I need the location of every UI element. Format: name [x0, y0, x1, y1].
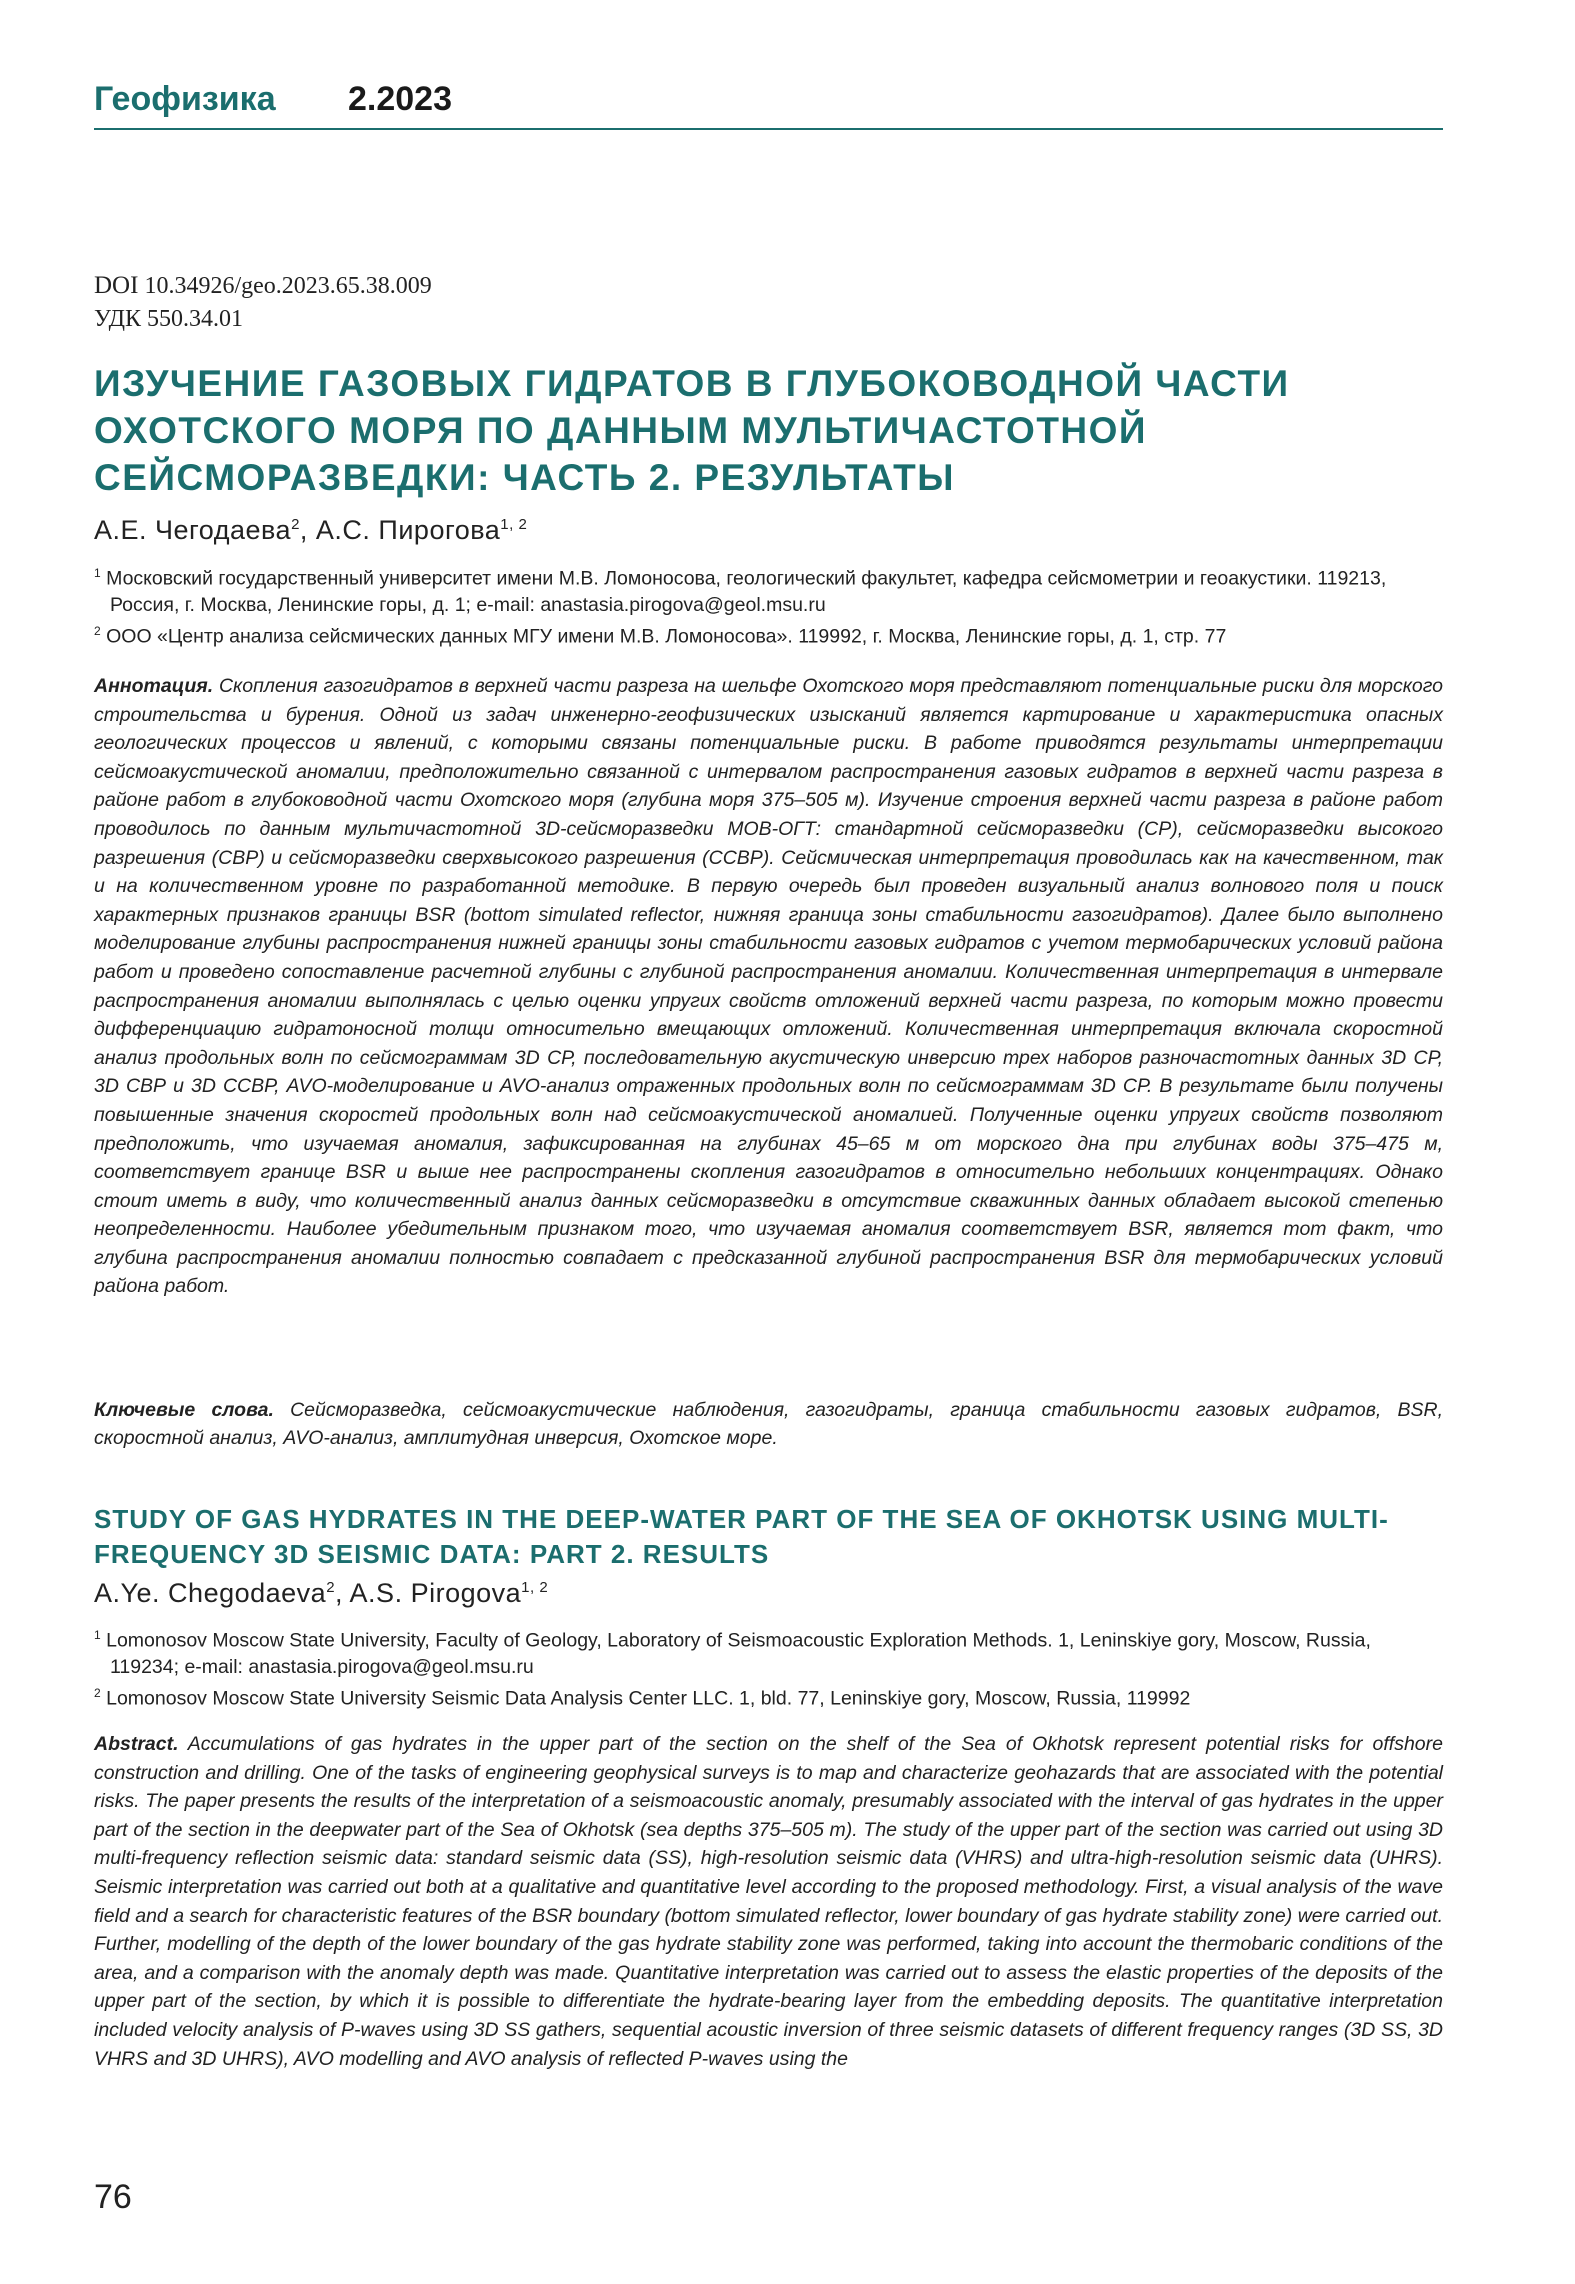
keywords-label: Ключевые слова. [94, 1399, 274, 1421]
author-name: A.S. Pirogova [349, 1578, 522, 1608]
journal-name: Геофизика [94, 80, 276, 118]
affiliation-item [94, 1622, 1444, 1680]
keywords-ru [94, 1396, 1443, 1452]
affiliation-text: Московский государственный университет имени М.В. Ломоносова, геологический факультет, кафедра сейсмометрии и геоакустики. 119213, Россия, г. Москва, Ленинские горы, д. 1; e-mail: anastasia.pirogova@geol.msu.ru [106, 567, 1387, 616]
affiliation-text: Lomonosov Moscow State University Seismic Data Analysis Center LLC. 1, bld. 77, Leninskiye gory, Moscow, Russia, 119992 [106, 1687, 1191, 1709]
doi-line [94, 272, 432, 300]
affiliation-item [94, 618, 1444, 650]
affiliation-text: Lomonosov Moscow State University, Faculty of Geology, Laboratory of Seismoacoustic Exploration Methods. 1, Leninskiye gory, Moscow, Russia, 119234; e-mail: anastasia.pirogova@geol.msu.ru [106, 1629, 1371, 1678]
affiliation-number: 2 [94, 623, 101, 638]
abstract-ru [94, 672, 1443, 1301]
affiliation-item [94, 1680, 1444, 1712]
affiliation-number: 1 [94, 566, 101, 580]
abstract-label: Abstract. [94, 1733, 179, 1755]
author-affiliation-mark: 2 [326, 1579, 336, 1596]
doi-label: DOI [94, 272, 139, 299]
author-affiliation-mark: 2 [291, 516, 300, 533]
affiliation-text: ООО «Центр анализа сейсмических данных МГУ имени М.В. Ломоносова». 119992, г. Москва, Ленинские горы, д. 1, стр. 77 [106, 625, 1227, 647]
page-number: 76 [94, 2178, 132, 2216]
article-title-ru: ИЗУЧЕНИЕ ГАЗОВЫХ ГИДРАТОВ В ГЛУБОКОВОДНОЙ ЧАСТИ ОХОТСКОГО МОРЯ ПО ДАННЫМ МУЛЬТИЧАСТОТНОЙ СЕЙСМОРАЗВЕДКИ: ЧАСТЬ 2. РЕЗУЛЬТАТЫ [94, 363, 1290, 498]
abstract-text: Accumulations of gas hydrates in the upper part of the section on the shelf of the Sea of Okhotsk represent potential risks for offshore construction and drilling. One of the tasks of engineering geophysical surveys is to map and characterize geohazards that are associated with the potential risks. The paper presents the results of the interpretation of a seismoacoustic anomaly, presumably associated with the interval of gas hydrates in the upper part of the section in the deepwater part of the Sea of Okhotsk (sea depths 375–505 m). The study of the upper part of the section was carried out using 3D multi-frequency reflection seismic data: standard seismic data (SS), high-resolution seismic data (VHRS) and ultra-high-resolution seismic data (UHRS). Seismic interpretation was carried out both at a qualitative and quantitative level according to the proposed methodology. First, a visual analysis of the wave field and a search for characteristic features of the BSR boundary (bottom simulated reflector, lower boundary of gas hydrate stability zone) were carried out. Further, modelling of the depth of the lower boundary of the gas hydrate stability zone was performed, taking into account the thermobaric conditions of the area, and a comparison with the anomaly depth was made. Quantitative interpretation was carried out to assess the elastic properties of the deposits of the upper part of the section, by which it is possible to differentiate the hydrate-bearing layer from the embedding deposits. The quantitative interpretation included velocity analysis of P-waves using 3D SS gathers, sequential acoustic inversion of three seismic datasets of different frequency ranges (3D SS, 3D VHRS and 3D UHRS), AVO modelling and AVO analysis of reflected P-waves using the [94, 1733, 1443, 2070]
author-affiliation-mark: 1, 2 [500, 516, 528, 533]
author-name: А.С. Пирогова [315, 515, 501, 545]
abstract-label: Аннотация. [94, 675, 214, 697]
abstract-en [94, 1730, 1443, 2073]
abstract-text: Скопления газогидратов в верхней части разреза на шельфе Охотского моря представляют потенциальные риски для морского строительства и бурения. Одной из задач инженерно-геофизических изысканий является картирование и характеристика опасных геологических процессов и явлений, с которыми связаны потенциальные риски. В работе приводятся результаты интерпретации сейсмоакустической аномалии, предположительно связанной с интервалом распространения газовых гидратов в верхней части разреза в районе работ в глубоководной части Охотского моря (глубина моря 375–505 м). Изучение строения верхней части разреза в районе работ проводилось по данным мультичастотной 3D-сейсморазведки МОВ-ОГТ: стандартной сейсморазведки (СР), сейсморазведки высокого разрешения (СВР) и сейсморазведки сверхвысокого разрешения (ССВР). Сейсмическая интерпретация проводилась как на качественном, так и на количественном уровне по разработанной методике. В первую очередь был проведен визуальный анализ волнового поля и поиск характерных признаков границы BSR (bottom simulated reflector, нижняя граница зоны стабильности газогидратов). Далее было выполнено моделирование глубины распространения нижней границы зоны стабильности газовых гидратов с учетом термобарических условий района работ и проведено сопоставление расчетной глубины с глубиной распространения аномалии. Количественная интерпретация в интервале распространения аномалии выполнялась с целью оценки упругих свойств отложений верхней части разреза, по которым можно провести дифференциацию гидратоносной толщи относительно вмещающих отложений. Количественная интерпретация включала скоростной анализ продольных волн по сейсмограммам 3D СР, последовательную акустическую инверсию трех наборов разночастотных данных 3D СР, 3D СВР и 3D ССВР, AVO-моделирование и AVO-анализ отраженных продольных волн по сейсмограммам 3D СР. В результате были получены повышенные значения скоростей продольных волн над сейсмоакустической аномалией. Полученные оценки упругих свойств позволяют предположить, что изучаемая аномалия, зафиксированная на глубинах 45–65 м от морского дна при глубинах воды 375–475 м, соответствует границе BSR и выше нее распространены скопления газогидратов в относительно небольших концентрациях. Однако стоит иметь в виду, что количественный анализ данных сейсморазведки в отсутствие скважинных данных обладает высокой степенью неопределенности. Наиболее убедительным признаком того, что изучаемая аномалия соответствует BSR, является тот факт, что глубина распространения аномалии полностью совпадает с предсказанной глубиной распространения BSR для термобарических условий района работ. [94, 675, 1444, 1298]
udk-line: УДК 550.34.01 [94, 306, 243, 332]
running-header [94, 76, 1443, 130]
author-name: A.Ye. Chegodaeva [94, 1578, 327, 1608]
keywords-text: Сейсморазведка, сейсмоакустические наблюдения, газогидраты, граница стабильности газовых гидратов, BSR, скоростной анализ, AVO-анализ, амплитудная инверсия, Охотское море. [94, 1399, 1444, 1449]
authors-ru: А.Е. Чегодаева$^2$, А.С. Пирогова$^{1, 2}$ [94, 515, 528, 545]
article-title-en: STUDY OF GAS HYDRATES IN THE DEEP-WATER PART OF THE SEA OF OKHOTSK USING MULTI-FREQUENCY 3D SEISMIC DATA: PART 2. RESULTS [94, 1504, 1389, 1569]
affiliation-number: 1 [94, 1628, 101, 1642]
author-affiliation-mark: 1, 2 [521, 1579, 549, 1596]
author-name: А.Е. Чегодаева [94, 515, 292, 545]
affiliation-item [94, 560, 1444, 618]
affiliation-number: 2 [94, 1685, 101, 1700]
journal-issue: 2.2023 [348, 80, 452, 118]
doi-value[interactable]: 10.34926/geo.2023.65.38.009 [144, 273, 432, 299]
authors-en: A.Ye. Chegodaeva$^2$, A.S. Pirogova$^{1, 2}$ [94, 1578, 549, 1608]
affiliations-en [94, 1622, 1444, 1711]
affiliations-ru [94, 560, 1444, 649]
